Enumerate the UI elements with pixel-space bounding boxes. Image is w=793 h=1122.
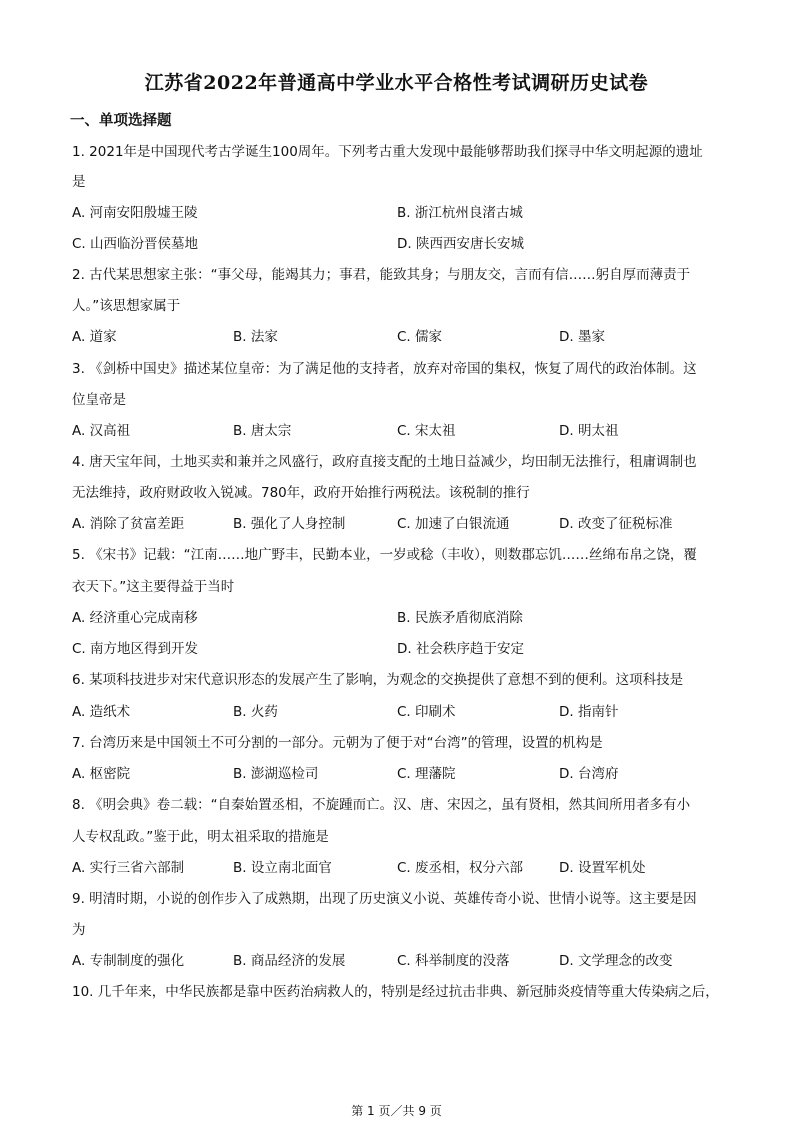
question-7-option-c: C. 理藩院 [397, 766, 456, 782]
question-3-line-2: 位皇帝是 [72, 392, 126, 408]
question-6-line-1: 6. 某项科技进步对宋代意识形态的发展产生了影响，为观念的交换提供了意想不到的便利。这项科技是 [72, 672, 684, 688]
question-9-option-a: A. 专制制度的强化 [72, 953, 185, 969]
question-1-line-1: 1. 2021年是中国现代考古学诞生100周年。下列考古重大发现中最能够帮助我们探寻中华文明起源的遗址 [72, 144, 703, 160]
question-6-option-d: D. 指南针 [559, 704, 619, 720]
question-2-option-b: B. 法家 [233, 329, 278, 345]
question-9-line-2: 为 [72, 922, 86, 938]
question-2-option-c: C. 儒家 [397, 329, 443, 345]
question-7-option-a: A. 枢密院 [72, 766, 131, 782]
question-9-line-1: 9. 明清时期，小说的创作步入了成熟期，出现了历史演义小说、英雄传奇小说、世情小说等。这主要是因 [72, 891, 697, 907]
question-5-option-d: D. 社会秩序趋于安定 [397, 641, 524, 657]
question-3-line-1: 3. 《剑桥中国史》描述某位皇帝：为了满足他的支持者，放弃对帝国的集权，恢复了周代的政治体制。这 [72, 361, 697, 377]
question-3-option-a: A. 汉高祖 [72, 423, 131, 439]
question-7-line-1: 7. 台湾历来是中国领土不可分割的一部分。元朝为了便于对“台湾”的管理，设置的机构是 [72, 735, 603, 751]
question-7-option-b: B. 澎湖巡检司 [233, 766, 319, 782]
question-9-option-b: B. 商品经济的发展 [233, 953, 346, 969]
question-10-line-1: 10. 几千年来，中华民族都是靠中医药治病救人的，特别是经过抗击非典、新冠肺炎疫情等重大传染病之后， [72, 984, 719, 1000]
question-4-option-d: D. 改变了征税标准 [559, 516, 673, 532]
question-3-option-d: D. 明太祖 [559, 423, 619, 439]
question-8-line-2: 人专权乱政。”鉴于此，明太祖采取的措施是 [72, 829, 329, 845]
question-4-option-a: A. 消除了贫富差距 [72, 516, 185, 532]
question-1-option-c: C. 山西临汾晋侯墓地 [72, 236, 199, 252]
question-9-option-c: C. 科举制度的没落 [397, 953, 510, 969]
question-1-option-d: D. 陕西西安唐长安城 [397, 236, 524, 252]
question-4-option-c: C. 加速了白银流通 [397, 516, 510, 532]
section-heading: 一、单项选择题 [70, 113, 172, 129]
question-6-option-c: C. 印刷术 [397, 704, 456, 720]
question-8-option-b: B. 设立南北面官 [233, 860, 332, 876]
question-6-option-a: A. 造纸术 [72, 704, 131, 720]
question-8-option-d: D. 设置军机处 [559, 860, 646, 876]
question-7-option-d: D. 台湾府 [559, 766, 619, 782]
page-title: 江苏省2022年普通高中学业水平合格性考试调研历史试卷 [144, 72, 649, 94]
question-8-option-c: C. 废丞相，权分六部 [397, 860, 524, 876]
question-4-line-2: 无法维持，政府财政收入锐减。780年，政府开始推行两税法。该税制的推行 [72, 485, 530, 501]
question-2-option-d: D. 墨家 [559, 329, 605, 345]
question-5-option-a: A. 经济重心完成南移 [72, 610, 198, 626]
question-1-option-a: A. 河南安阳殷墟王陵 [72, 205, 198, 221]
question-4-option-b: B. 强化了人身控制 [233, 516, 346, 532]
question-2-line-1: 2. 古代某思想家主张：“事父母，能竭其力；事君，能致其身；与朋友交，言而有信……躬自厚而薄责于 [72, 267, 691, 283]
question-1-line-2: 是 [72, 174, 86, 190]
question-4-line-1: 4. 唐天宝年间，土地买卖和兼并之风盛行，政府直接支配的土地日益减少，均田制无法推行，租庸调制也 [72, 454, 697, 470]
question-3-option-c: C. 宋太祖 [397, 423, 456, 439]
question-2-line-2: 人。”该思想家属于 [72, 298, 181, 314]
question-5-line-1: 5. 《宋书》记载：“江南……地广野丰，民勤本业，一岁或稔（丰收），则数郡忘饥……丝绵布帛之饶，覆 [72, 547, 697, 563]
question-9-option-d: D. 文学理念的改变 [559, 953, 673, 969]
question-5-option-b: B. 民族矛盾彻底消除 [397, 610, 523, 626]
question-1-option-b: B. 浙江杭州良渚古城 [397, 205, 523, 221]
question-2-option-a: A. 道家 [72, 329, 117, 345]
question-3-option-b: B. 唐太宗 [233, 423, 292, 439]
question-8-line-1: 8. 《明会典》卷二载：“自秦始置丞相，不旋踵而亡。汉、唐、宋因之，虽有贤相，然其间所用者多有小 [72, 797, 691, 813]
page-footer: 第 1 页／共 9 页 [351, 1104, 442, 1118]
question-5-option-c: C. 南方地区得到开发 [72, 641, 199, 657]
question-8-option-a: A. 实行三省六部制 [72, 860, 185, 876]
question-6-option-b: B. 火药 [233, 704, 278, 720]
question-5-line-2: 衣天下。”这主要得益于当时 [72, 579, 235, 595]
